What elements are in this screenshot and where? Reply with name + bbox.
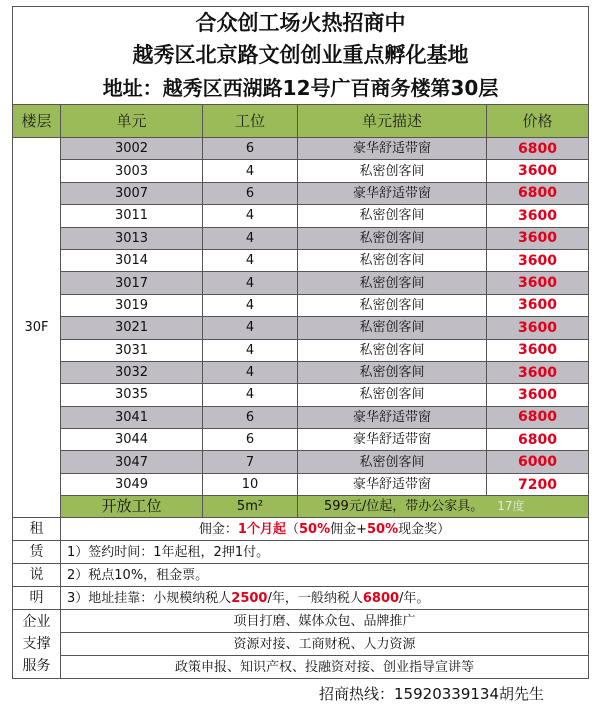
unit-cell: 3019 bbox=[61, 294, 203, 316]
open-seat-row bbox=[13, 496, 589, 518]
rent-row-4 bbox=[13, 587, 589, 610]
price-cell: 3600 bbox=[487, 160, 589, 182]
rent-row-1 bbox=[13, 518, 589, 541]
service-item: 项目打磨、媒体众包、品牌推广 bbox=[61, 610, 589, 633]
desc-cell: 私密创客间 bbox=[298, 294, 487, 316]
price-cell: 7200 bbox=[487, 473, 589, 495]
seats-cell: 6 bbox=[203, 138, 298, 160]
desc-cell: 私密创客间 bbox=[298, 205, 487, 227]
title-line-2: 越秀区北京路文创创业重点孵化基地 bbox=[13, 40, 589, 71]
desc-cell: 私密创客间 bbox=[298, 339, 487, 361]
seats-cell: 4 bbox=[203, 384, 298, 406]
commission-line: 佣金：1个月起（50%佣金+50%现金奖） bbox=[61, 518, 589, 541]
desc-cell: 私密创客间 bbox=[298, 451, 487, 473]
table-row bbox=[13, 138, 589, 160]
desc-cell: 私密创客间 bbox=[298, 249, 487, 271]
table-row bbox=[13, 182, 589, 204]
col-price: 价格 bbox=[487, 105, 589, 138]
seats-cell: 4 bbox=[203, 160, 298, 182]
unit-cell: 3007 bbox=[61, 182, 203, 204]
seats-cell: 4 bbox=[203, 249, 298, 271]
rent-side-char: 明 bbox=[13, 587, 61, 610]
rent-row-3 bbox=[13, 564, 589, 587]
table-row bbox=[13, 294, 589, 316]
unit-cell: 3013 bbox=[61, 227, 203, 249]
unit-cell: 3017 bbox=[61, 272, 203, 294]
table-row bbox=[13, 317, 589, 339]
desc-cell: 私密创客间 bbox=[298, 317, 487, 339]
col-floor: 楼层 bbox=[13, 105, 61, 138]
table-row bbox=[13, 249, 589, 271]
table-row bbox=[13, 429, 589, 451]
price-cell: 3600 bbox=[487, 227, 589, 249]
seats-cell: 4 bbox=[203, 339, 298, 361]
unit-cell: 3032 bbox=[61, 361, 203, 383]
unit-cell: 3049 bbox=[61, 473, 203, 495]
unit-cell: 3044 bbox=[61, 429, 203, 451]
table-row bbox=[13, 205, 589, 227]
title-line-1: 合众创工场火热招商中 bbox=[13, 7, 589, 41]
col-desc: 单元描述 bbox=[298, 105, 487, 138]
unit-cell: 3021 bbox=[61, 317, 203, 339]
note-1: 1）签约时间：1年起租，2押1付。 bbox=[61, 541, 589, 564]
price-cell: 6000 bbox=[487, 451, 589, 473]
seats-cell: 6 bbox=[203, 429, 298, 451]
rent-row-2 bbox=[13, 541, 589, 564]
table-row bbox=[13, 473, 589, 495]
service-row-1 bbox=[13, 610, 589, 633]
watermark: 17度 bbox=[497, 499, 525, 514]
table-row bbox=[13, 160, 589, 182]
seats-cell: 7 bbox=[203, 451, 298, 473]
unit-cell: 3041 bbox=[61, 406, 203, 428]
leasing-sheet bbox=[12, 6, 588, 704]
price-cell: 6800 bbox=[487, 429, 589, 451]
service-row-2 bbox=[13, 633, 589, 656]
price-cell: 3600 bbox=[487, 294, 589, 316]
table-row bbox=[13, 227, 589, 249]
desc-cell: 私密创客间 bbox=[298, 361, 487, 383]
service-side: 企业 支撑 服务 bbox=[13, 610, 61, 679]
floor-cell: 30F bbox=[13, 138, 61, 518]
hotline: 招商热线：15920339134胡先生 bbox=[319, 685, 544, 704]
price-cell: 3600 bbox=[487, 272, 589, 294]
seats-cell: 10 bbox=[203, 473, 298, 495]
price-cell: 3600 bbox=[487, 249, 589, 271]
price-cell: 3600 bbox=[487, 361, 589, 383]
desc-cell: 豪华舒适带窗 bbox=[298, 473, 487, 495]
desc-cell: 豪华舒适带窗 bbox=[298, 138, 487, 160]
desc-cell: 私密创客间 bbox=[298, 272, 487, 294]
table-row bbox=[13, 272, 589, 294]
seats-cell: 4 bbox=[203, 294, 298, 316]
open-seat-size: 5m² bbox=[203, 496, 298, 518]
desc-cell: 私密创客间 bbox=[298, 384, 487, 406]
seats-cell: 4 bbox=[203, 272, 298, 294]
table-row bbox=[13, 406, 589, 428]
unit-cell: 3014 bbox=[61, 249, 203, 271]
unit-cell: 3003 bbox=[61, 160, 203, 182]
price-cell: 3600 bbox=[487, 384, 589, 406]
seats-cell: 4 bbox=[203, 317, 298, 339]
price-cell: 6800 bbox=[487, 406, 589, 428]
note-3: 3）地址挂靠：小规模纳税人2500/年，一般纳税人6800/年。 bbox=[61, 587, 589, 610]
desc-cell: 私密创客间 bbox=[298, 227, 487, 249]
note-2: 2）税点10%，租金票。 bbox=[61, 564, 589, 587]
rent-side-char: 说 bbox=[13, 564, 61, 587]
rent-side-char: 赁 bbox=[13, 541, 61, 564]
leasing-table bbox=[12, 6, 589, 679]
table-row bbox=[13, 339, 589, 361]
price-cell: 6800 bbox=[487, 182, 589, 204]
col-unit: 单元 bbox=[61, 105, 203, 138]
col-seats: 工位 bbox=[203, 105, 298, 138]
address-line: 地址：越秀区西湖路12号广百商务楼第30层 bbox=[13, 71, 589, 105]
service-item: 政策申报、知识产权、投融资对接、创业指导宣讲等 bbox=[61, 656, 589, 679]
seats-cell: 4 bbox=[203, 361, 298, 383]
rent-side-char: 租 bbox=[13, 518, 61, 541]
unit-cell: 3002 bbox=[61, 138, 203, 160]
unit-cell: 3047 bbox=[61, 451, 203, 473]
table-row bbox=[13, 384, 589, 406]
open-seat-desc: 599元/位起，带办公家具。 17度 bbox=[298, 496, 589, 518]
seats-cell: 4 bbox=[203, 205, 298, 227]
desc-cell: 豪华舒适带窗 bbox=[298, 182, 487, 204]
price-cell: 3600 bbox=[487, 205, 589, 227]
desc-cell: 私密创客间 bbox=[298, 160, 487, 182]
seats-cell: 4 bbox=[203, 227, 298, 249]
seats-cell: 6 bbox=[203, 406, 298, 428]
service-row-3 bbox=[13, 656, 589, 679]
desc-cell: 豪华舒适带窗 bbox=[298, 406, 487, 428]
unit-cell: 3011 bbox=[61, 205, 203, 227]
unit-cell: 3035 bbox=[61, 384, 203, 406]
table-row bbox=[13, 361, 589, 383]
column-header-row bbox=[13, 105, 589, 138]
unit-cell: 3031 bbox=[61, 339, 203, 361]
open-seat-label: 开放工位 bbox=[61, 496, 203, 518]
table-row bbox=[13, 451, 589, 473]
price-cell: 3600 bbox=[487, 339, 589, 361]
seats-cell: 6 bbox=[203, 182, 298, 204]
desc-cell: 豪华舒适带窗 bbox=[298, 429, 487, 451]
service-item: 资源对接、工商财税、人力资源 bbox=[61, 633, 589, 656]
price-cell: 6800 bbox=[487, 138, 589, 160]
price-cell: 3600 bbox=[487, 317, 589, 339]
